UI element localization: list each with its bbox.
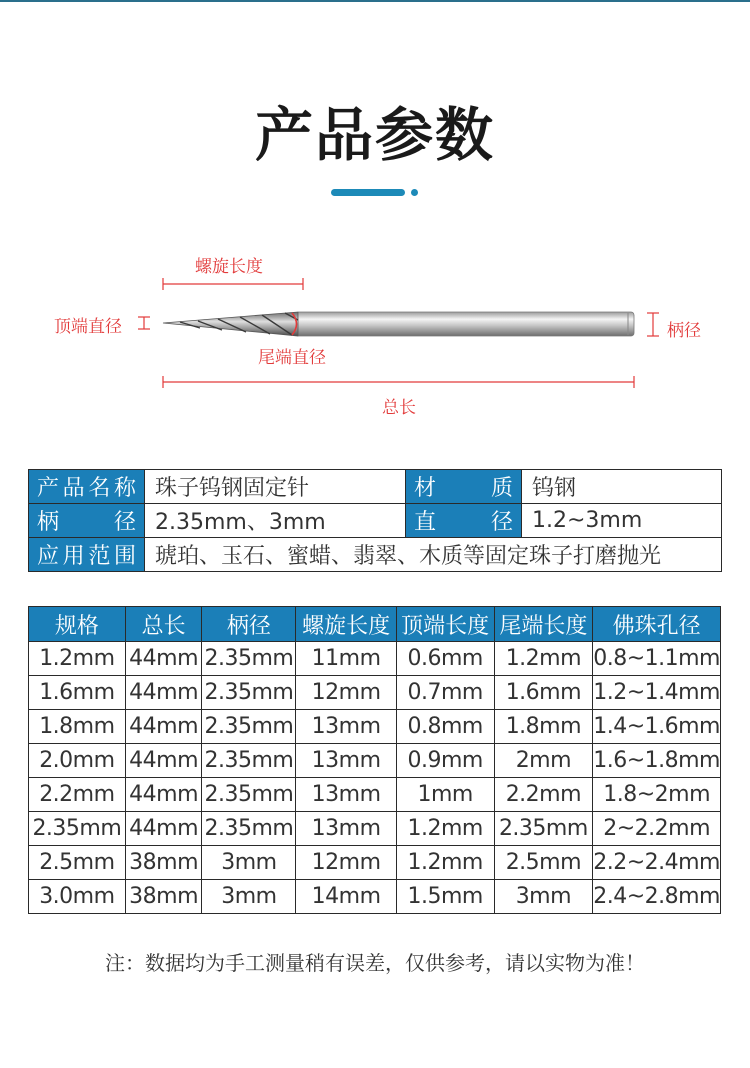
total-length-label: 总长 — [382, 398, 416, 418]
spiral-length-dimension — [163, 278, 303, 290]
table-row — [29, 812, 721, 846]
table-cell-total-length: 44mm — [125, 778, 202, 812]
table-cell-shank-diameter: 2.35mm — [202, 744, 296, 778]
info-value-usage: 琥珀、玉石、蜜蜡、翡翠、木质等固定珠子打磨抛光 — [145, 538, 722, 572]
table-cell-total-length: 38mm — [125, 880, 202, 914]
total-length-dimension — [163, 376, 634, 388]
table-cell-spec-size: 1.2mm — [29, 642, 126, 676]
spec-header-row — [29, 607, 721, 642]
info-value-shank: 2.35mm、3mm — [145, 504, 406, 538]
table-row — [29, 880, 721, 914]
info-value-material: 钨钢 — [522, 470, 722, 504]
info-label-name: 产品名称 — [29, 470, 145, 504]
table-cell-tail-length: 1.2mm — [494, 642, 593, 676]
table-cell-spec-size: 1.8mm — [29, 710, 126, 744]
table-cell-tail-length: 2.35mm — [494, 812, 593, 846]
table-cell-shank-diameter: 2.35mm — [202, 812, 296, 846]
table-row — [29, 676, 721, 710]
table-cell-tip-length: 0.9mm — [396, 744, 494, 778]
table-row — [29, 710, 721, 744]
table-cell-spiral-length: 13mm — [296, 744, 397, 778]
table-cell-tip-length: 0.7mm — [396, 676, 494, 710]
info-value-name: 珠子钨钢固定针 — [145, 470, 406, 504]
title-underline — [331, 189, 405, 196]
top-divider — [0, 0, 750, 2]
table-cell-spec-size: 2.35mm — [29, 812, 126, 846]
table-cell-spec-size: 2.2mm — [29, 778, 126, 812]
table-cell-tail-length: 2.5mm — [494, 846, 593, 880]
table-cell-tail-length: 1.6mm — [494, 676, 593, 710]
info-label-usage: 应用范围 — [29, 538, 145, 572]
table-cell-tail-length: 1.8mm — [494, 710, 593, 744]
table-cell-spiral-length: 12mm — [296, 676, 397, 710]
table-cell-tail-length: 2.2mm — [494, 778, 593, 812]
table-cell-total-length: 38mm — [125, 846, 202, 880]
table-cell-shank-diameter: 2.35mm — [202, 778, 296, 812]
table-cell-tip-length: 0.8mm — [396, 710, 494, 744]
spec-table — [28, 606, 721, 914]
table-cell-bead-hole-diameter: 1.2~1.4mm — [593, 676, 721, 710]
tail-diameter-label: 尾端直径 — [258, 348, 326, 368]
product-info-table — [28, 469, 722, 572]
table-cell-spec-size: 3.0mm — [29, 880, 126, 914]
column-header-bead-hole-diameter: 佛珠孔径 — [593, 607, 721, 642]
table-cell-spiral-length: 14mm — [296, 880, 397, 914]
table-cell-tip-length: 1.2mm — [396, 812, 494, 846]
table-cell-spiral-length: 12mm — [296, 846, 397, 880]
info-label-material: 材质 — [406, 470, 522, 504]
shank-diameter-label: 柄径 — [667, 321, 701, 341]
info-value-diameter: 1.2~3mm — [522, 504, 722, 538]
info-row — [29, 538, 722, 572]
table-cell-spec-size: 2.0mm — [29, 744, 126, 778]
table-row — [29, 744, 721, 778]
table-cell-bead-hole-diameter: 0.8~1.1mm — [593, 642, 721, 676]
table-cell-shank-diameter: 3mm — [202, 846, 296, 880]
page-title: 产品参数 — [254, 101, 495, 169]
table-row — [29, 778, 721, 812]
table-cell-bead-hole-diameter: 2.2~2.4mm — [593, 846, 721, 880]
table-cell-tail-length: 3mm — [494, 880, 593, 914]
column-header-total-length: 总长 — [125, 607, 202, 642]
table-cell-tip-length: 1mm — [396, 778, 494, 812]
table-cell-bead-hole-diameter: 1.6~1.8mm — [593, 744, 721, 778]
table-cell-shank-diameter: 2.35mm — [202, 642, 296, 676]
spiral-length-label: 螺旋长度 — [195, 257, 263, 277]
tip-diameter-marker — [138, 317, 150, 329]
table-cell-shank-diameter: 2.35mm — [202, 710, 296, 744]
table-cell-total-length: 44mm — [125, 642, 202, 676]
table-row — [29, 642, 721, 676]
table-cell-total-length: 44mm — [125, 812, 202, 846]
table-cell-spiral-length: 13mm — [296, 710, 397, 744]
table-cell-tail-length: 2mm — [494, 744, 593, 778]
table-row — [29, 846, 721, 880]
info-label-shank: 柄径 — [29, 504, 145, 538]
table-cell-tip-length: 1.2mm — [396, 846, 494, 880]
table-cell-spiral-length: 13mm — [296, 778, 397, 812]
info-label-diameter: 直径 — [406, 504, 522, 538]
table-cell-tip-length: 1.5mm — [396, 880, 494, 914]
table-cell-bead-hole-diameter: 2~2.2mm — [593, 812, 721, 846]
table-cell-spec-size: 1.6mm — [29, 676, 126, 710]
info-row — [29, 504, 722, 538]
table-cell-spiral-length: 13mm — [296, 812, 397, 846]
table-cell-shank-diameter: 2.35mm — [202, 676, 296, 710]
table-cell-shank-diameter: 3mm — [202, 880, 296, 914]
column-header-tail-length: 尾端长度 — [494, 607, 593, 642]
table-cell-bead-hole-diameter: 2.4~2.8mm — [593, 880, 721, 914]
info-row — [29, 470, 722, 504]
column-header-shank-diameter: 柄径 — [202, 607, 296, 642]
table-cell-total-length: 44mm — [125, 676, 202, 710]
bit-diagram — [0, 240, 750, 420]
table-cell-tip-length: 0.6mm — [396, 642, 494, 676]
measurement-note: 注：数据均为手工测量稍有误差，仅供参考，请以实物为准！ — [105, 951, 645, 975]
table-cell-bead-hole-diameter: 1.4~1.6mm — [593, 710, 721, 744]
tip-diameter-label: 顶端直径 — [54, 317, 122, 337]
table-cell-total-length: 44mm — [125, 710, 202, 744]
table-cell-total-length: 44mm — [125, 744, 202, 778]
burr-bit-icon — [163, 312, 634, 336]
shank-diameter-marker — [647, 313, 659, 336]
table-cell-bead-hole-diameter: 1.8~2mm — [593, 778, 721, 812]
column-header-tip-length: 顶端长度 — [396, 607, 494, 642]
column-header-spiral-length: 螺旋长度 — [296, 607, 397, 642]
column-header-spec-size: 规格 — [29, 607, 126, 642]
table-cell-spec-size: 2.5mm — [29, 846, 126, 880]
title-dot — [411, 189, 418, 196]
table-cell-spiral-length: 11mm — [296, 642, 397, 676]
